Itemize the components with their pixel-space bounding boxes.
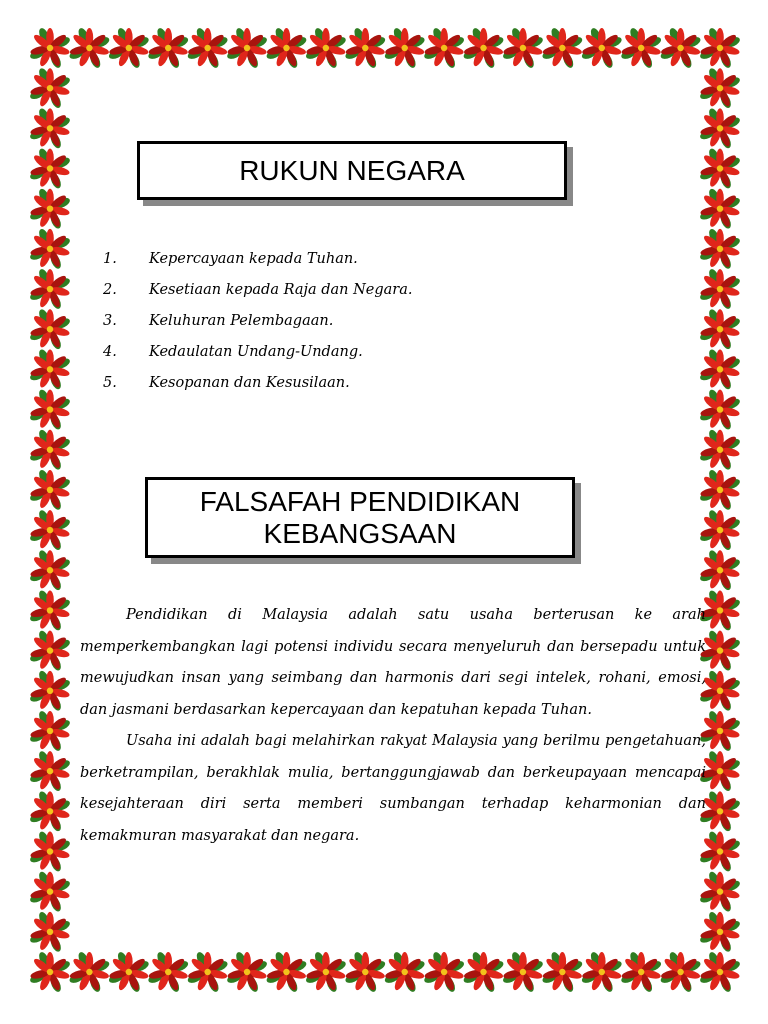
poinsettia-flower-icon [29, 951, 72, 994]
poinsettia-flower-icon [29, 227, 72, 270]
poinsettia-flower-icon [344, 27, 387, 70]
poinsettia-flower-icon [383, 951, 426, 994]
poinsettia-flower-icon [699, 348, 742, 391]
poinsettia-flower-icon [344, 951, 387, 994]
poinsettia-flower-icon [659, 951, 702, 994]
rukun-negara-title: RUKUN NEGARA [239, 154, 465, 186]
poinsettia-flower-icon [29, 629, 72, 672]
poinsettia-flower-icon [29, 348, 72, 391]
poinsettia-flower-icon [699, 388, 742, 431]
poinsettia-flower-icon [699, 951, 742, 994]
poinsettia-flower-icon [29, 469, 72, 512]
poinsettia-flower-icon [462, 27, 505, 70]
poinsettia-flower-icon [68, 951, 111, 994]
poinsettia-flower-icon [29, 428, 72, 471]
rukun-negara-title-box [137, 141, 567, 200]
list-item [103, 306, 412, 337]
poinsettia-flower-icon [620, 951, 663, 994]
poinsettia-flower-icon [226, 27, 269, 70]
poinsettia-flower-icon [226, 951, 269, 994]
falsafah-title-line1: FALSAFAH PENDIDIKAN [199, 485, 521, 517]
poinsettia-flower-icon [68, 27, 111, 70]
poinsettia-flower-icon [541, 951, 584, 994]
poinsettia-flower-icon [29, 589, 72, 632]
poinsettia-flower-icon [29, 308, 72, 351]
list-item-text: Keluhuran Pelembagaan. [149, 313, 334, 329]
paragraph: Pendidikan di Malaysia adalah satu usaha berterusan ke arah memperkembangkan lagi potensi individu secara menyeluruh dan bersepadu untuk mewujudkan insan yang seimbang dan harmonis dari segi intelek, rohani, emosi, dan jasmani berdasarkan kepercayaan dan kepatuhan kepada Tuhan. [80, 607, 706, 718]
poinsettia-flower-icon [502, 951, 545, 994]
poinsettia-flower-icon [699, 308, 742, 351]
list-item-number: 2. [103, 282, 117, 298]
poinsettia-flower-icon [29, 509, 72, 552]
poinsettia-flower-icon [29, 147, 72, 190]
poinsettia-flower-icon [29, 67, 72, 110]
poinsettia-flower-icon [29, 710, 72, 753]
poinsettia-flower-icon [265, 27, 308, 70]
poinsettia-flower-icon [29, 910, 72, 953]
poinsettia-flower-icon [265, 951, 308, 994]
poinsettia-flower-icon [699, 107, 742, 150]
poinsettia-flower-icon [423, 27, 466, 70]
list-item-text: Kepercayaan kepada Tuhan. [149, 251, 358, 267]
poinsettia-flower-icon [620, 27, 663, 70]
poinsettia-flower-icon [699, 268, 742, 311]
poinsettia-flower-icon [186, 951, 229, 994]
poinsettia-flower-icon [29, 187, 72, 230]
list-item [103, 337, 412, 368]
falsafah-text [80, 600, 706, 852]
list-item-text: Kedaulatan Undang-Undang. [149, 344, 363, 360]
paragraph: Usaha ini adalah bagi melahirkan rakyat Malaysia yang berilmu pengetahuan, berketrampilan, berakhlak mulia, bertanggungjawab dan berkeupayaan mencapai kesejahteraan diri serta memberi sumbangan terhadap keharmonian dan kemakmuran masyarakat dan negara. [80, 733, 706, 844]
list-item [103, 368, 412, 399]
poinsettia-flower-icon [29, 27, 72, 70]
poinsettia-flower-icon [107, 27, 150, 70]
falsafah-title-box [145, 477, 575, 558]
falsafah-title-line2: KEBANGSAAN [263, 517, 457, 549]
poinsettia-flower-icon [580, 951, 623, 994]
poinsettia-flower-icon [659, 27, 702, 70]
poinsettia-flower-icon [29, 870, 72, 913]
poinsettia-flower-icon [699, 549, 742, 592]
list-item-number: 5. [103, 375, 117, 391]
list-item-number: 1. [103, 251, 117, 267]
poinsettia-flower-icon [304, 27, 347, 70]
poinsettia-flower-icon [699, 187, 742, 230]
poinsettia-flower-icon [186, 27, 229, 70]
rukun-negara-list [103, 244, 412, 399]
poinsettia-flower-icon [502, 27, 545, 70]
poinsettia-flower-icon [699, 227, 742, 270]
poinsettia-flower-icon [383, 27, 426, 70]
poinsettia-flower-icon [29, 388, 72, 431]
poinsettia-flower-icon [29, 669, 72, 712]
poinsettia-flower-icon [147, 951, 190, 994]
poinsettia-flower-icon [699, 469, 742, 512]
poinsettia-flower-icon [29, 107, 72, 150]
list-item-number: 3. [103, 313, 117, 329]
poinsettia-flower-icon [29, 549, 72, 592]
list-item [103, 275, 412, 306]
poinsettia-flower-icon [699, 147, 742, 190]
poinsettia-flower-icon [423, 951, 466, 994]
poinsettia-flower-icon [304, 951, 347, 994]
poinsettia-flower-icon [29, 750, 72, 793]
poinsettia-flower-icon [541, 27, 584, 70]
poinsettia-flower-icon [29, 790, 72, 833]
poinsettia-flower-icon [699, 870, 742, 913]
list-item-text: Kesetiaan kepada Raja dan Negara. [149, 282, 413, 298]
poinsettia-flower-icon [699, 509, 742, 552]
list-item-number: 4. [103, 344, 117, 360]
poinsettia-flower-icon [29, 268, 72, 311]
poinsettia-flower-icon [699, 910, 742, 953]
poinsettia-flower-icon [699, 67, 742, 110]
poinsettia-flower-icon [107, 951, 150, 994]
poinsettia-flower-icon [29, 830, 72, 873]
list-item-text: Kesopanan dan Kesusilaan. [149, 375, 350, 391]
poinsettia-flower-icon [147, 27, 190, 70]
poinsettia-flower-icon [699, 428, 742, 471]
list-item [103, 244, 412, 275]
poinsettia-flower-icon [699, 27, 742, 70]
poinsettia-flower-icon [580, 27, 623, 70]
poinsettia-flower-icon [462, 951, 505, 994]
